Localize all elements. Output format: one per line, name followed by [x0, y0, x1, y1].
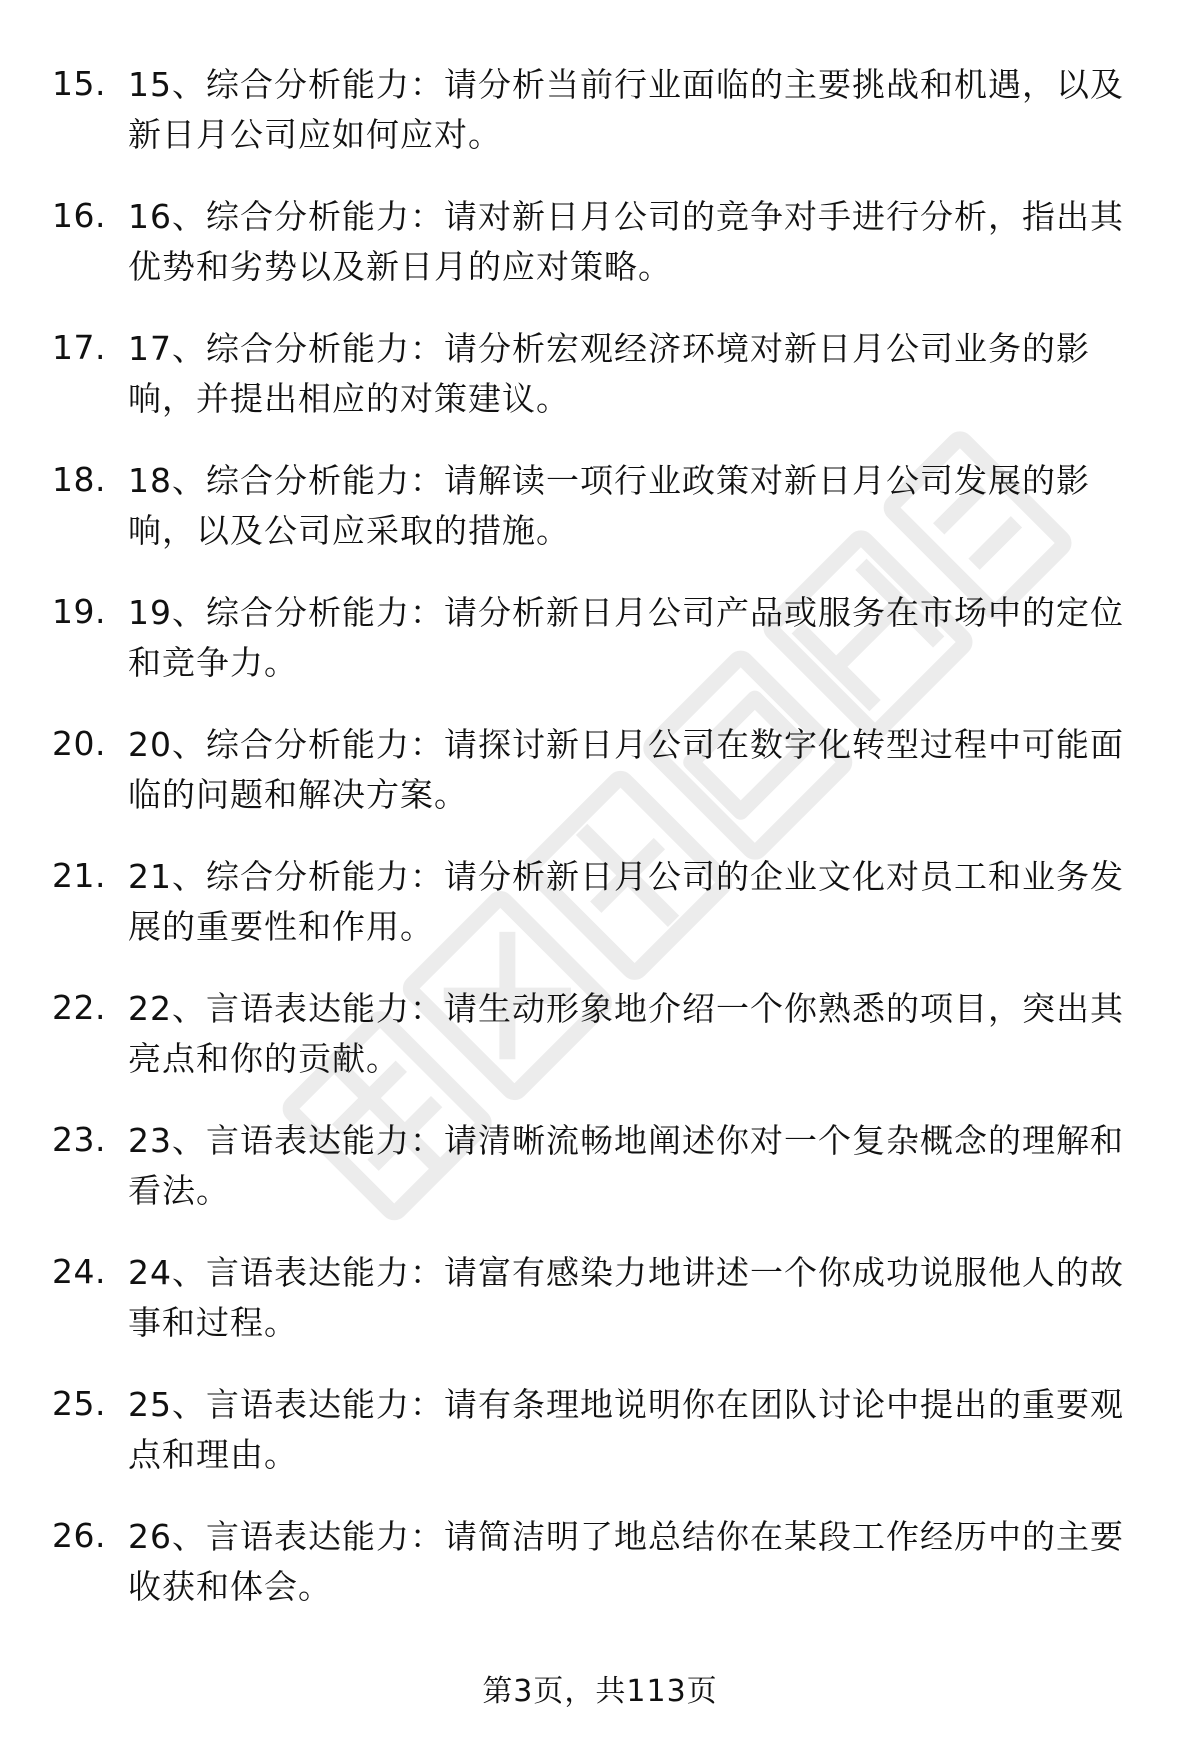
question-item — [0, 712, 1200, 832]
question-text: 26、言语表达能力：请简洁明了地总结你在某段工作经历中的主要收获和体会。 — [128, 1517, 1124, 1606]
question-number: 23. — [52, 1120, 106, 1159]
page-number-footer: 第3页，共113页 — [482, 1674, 718, 1709]
question-text: 19、综合分析能力：请分析新日月公司产品或服务在市场中的定位和竞争力。 — [128, 593, 1124, 682]
question-number: 16. — [52, 196, 106, 235]
question-number: 24. — [52, 1252, 106, 1291]
question-text: 16、综合分析能力：请对新日月公司的竞争对手进行分析，指出其优势和劣势以及新日月的应对策略。 — [128, 197, 1124, 286]
question-item — [0, 976, 1200, 1096]
question-item — [0, 448, 1200, 568]
question-text: 21、综合分析能力：请分析新日月公司的企业文化对员工和业务发展的重要性和作用。 — [128, 857, 1124, 946]
question-number: 22. — [52, 988, 106, 1027]
question-number: 18. — [52, 460, 106, 499]
question-number: 15. — [52, 64, 106, 103]
question-item — [0, 52, 1200, 172]
question-text: 23、言语表达能力：请清晰流畅地阐述你对一个复杂概念的理解和看法。 — [128, 1121, 1124, 1210]
question-item — [0, 1108, 1200, 1228]
question-number: 26. — [52, 1516, 106, 1555]
question-text: 18、综合分析能力：请解读一项行业政策对新日月公司发展的影响，以及公司应采取的措施。 — [128, 461, 1090, 550]
question-text: 22、言语表达能力：请生动形象地介绍一个你熟悉的项目，突出其亮点和你的贡献。 — [128, 989, 1124, 1078]
question-text: 20、综合分析能力：请探讨新日月公司在数字化转型过程中可能面临的问题和解决方案。 — [128, 725, 1124, 814]
question-item — [0, 1240, 1200, 1360]
question-list — [0, 52, 1200, 1636]
question-number: 20. — [52, 724, 106, 763]
question-number: 17. — [52, 328, 106, 367]
question-text: 17、综合分析能力：请分析宏观经济环境对新日月公司业务的影响，并提出相应的对策建议。 — [128, 329, 1090, 418]
question-number: 19. — [52, 592, 106, 631]
question-item — [0, 316, 1200, 436]
question-text: 24、言语表达能力：请富有感染力地讲述一个你成功说服他人的故事和过程。 — [128, 1253, 1124, 1342]
question-item — [0, 844, 1200, 964]
question-text: 25、言语表达能力：请有条理地说明你在团队讨论中提出的重要观点和理由。 — [128, 1385, 1124, 1474]
question-number: 25. — [52, 1384, 106, 1423]
question-number: 21. — [52, 856, 106, 895]
question-item — [0, 1504, 1200, 1624]
question-item — [0, 184, 1200, 304]
question-text: 15、综合分析能力：请分析当前行业面临的主要挑战和机遇，以及新日月公司应如何应对。 — [128, 65, 1124, 154]
question-item — [0, 580, 1200, 700]
question-item — [0, 1372, 1200, 1492]
